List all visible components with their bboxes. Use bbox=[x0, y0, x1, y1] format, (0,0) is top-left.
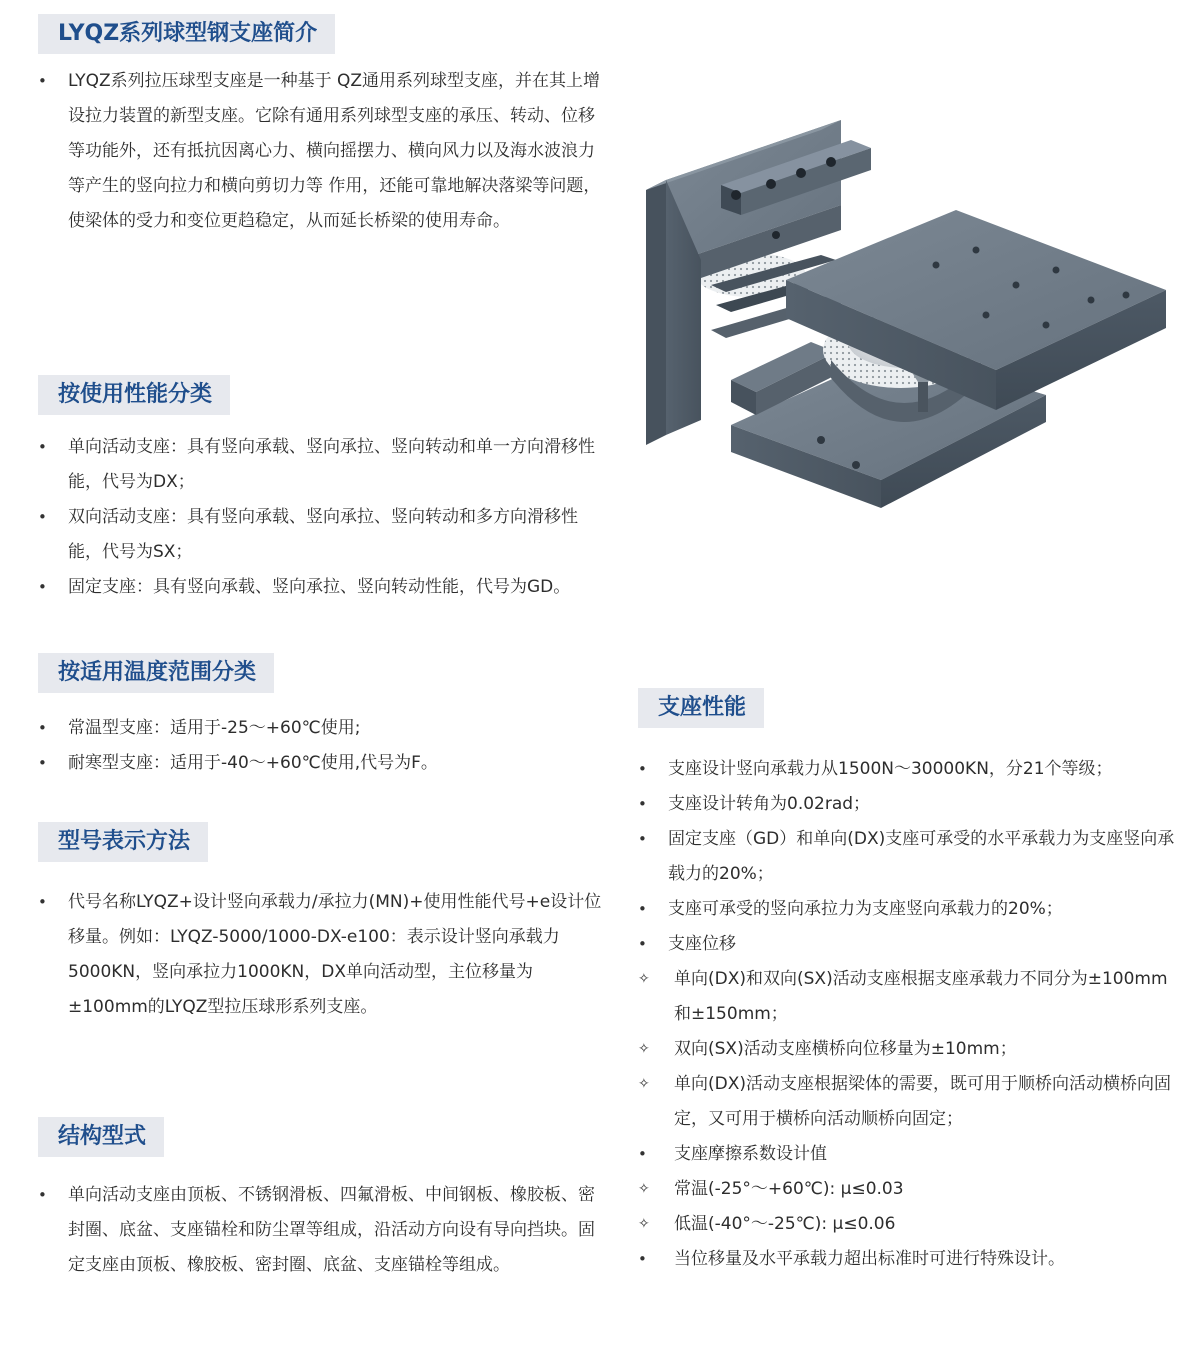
bearing-performance-list bbox=[638, 752, 1180, 1277]
performance-item-tension: • 支座可承受的竖向承拉力为支座竖向承载力的20%； bbox=[638, 892, 1180, 927]
performance-subitem-sx-transverse: ✧ 双向(SX)活动支座横桥向位移量为±10mm； bbox=[638, 1032, 1180, 1067]
temperature-class-list bbox=[38, 711, 604, 781]
bearing-performance-heading: 支座性能 bbox=[638, 688, 764, 728]
structure-item: • 单向活动支座由顶板、不锈钢滑板、四氟滑板、中间钢板、橡胶板、密封圈、底盆、支座锚栓和防尘罩等组成，沿活动方向设有导向挡块。固定支座由顶板、橡胶板、密封圈、底盆、支座锚栓等组成。 bbox=[38, 1178, 604, 1283]
performance-class-item-sx: • 双向活动支座：具有竖向承载、竖向承拉、竖向转动和多方向滑移性能，代号为SX； bbox=[38, 500, 604, 570]
performance-item-capacity: • 支座设计竖向承载力从1500N～30000KN，分21个等级； bbox=[638, 752, 1180, 787]
performance-class-list bbox=[38, 430, 604, 605]
temperature-class-item-normal: • 常温型支座：适用于-25～+60℃使用; bbox=[38, 711, 604, 746]
structure-list bbox=[38, 1178, 604, 1283]
performance-item-displacement: • 支座位移 bbox=[638, 927, 1180, 962]
model-notation-heading: 型号表示方法 bbox=[38, 822, 208, 862]
performance-item-friction: • 支座摩擦系数设计值 bbox=[638, 1137, 1180, 1172]
intro-heading: LYQZ系列球型钢支座简介 bbox=[38, 14, 335, 54]
performance-item-horizontal: • 固定支座（GD）和单向(DX)支座可承受的水平承载力为支座竖向承载力的20%； bbox=[638, 822, 1180, 892]
performance-subitem-friction-normal: ✧ 常温(-25°～+60℃): μ≤0.03 bbox=[638, 1172, 1180, 1207]
temperature-class-item-cold: • 耐寒型支座：适用于-40～+60℃使用,代号为F。 bbox=[38, 746, 604, 781]
performance-subitem-dx-sx: ✧ 单向(DX)和双向(SX)活动支座根据支座承载力不同分为±100mm和±150mm； bbox=[638, 962, 1180, 1032]
performance-subitem-friction-low: ✧ 低温(-40°～-25℃): μ≤0.06 bbox=[638, 1207, 1180, 1242]
performance-subitem-dx-direction: ✧ 单向(DX)活动支座根据梁体的需要，既可用于顺桥向活动横桥向固定，又可用于横桥向活动顺桥向固定； bbox=[638, 1067, 1180, 1137]
performance-class-item-dx: • 单向活动支座：具有竖向承载、竖向承拉、竖向转动和单一方向滑移性能，代号为DX； bbox=[38, 430, 604, 500]
intro-list bbox=[38, 64, 604, 239]
performance-class-item-gd: • 固定支座：具有竖向承载、竖向承拉、竖向转动性能，代号为GD。 bbox=[38, 570, 604, 605]
structure-heading: 结构型式 bbox=[38, 1117, 164, 1157]
performance-item-special-design: • 当位移量及水平承载力超出标准时可进行特殊设计。 bbox=[638, 1242, 1180, 1277]
performance-class-heading: 按使用性能分类 bbox=[38, 375, 230, 415]
temperature-class-heading: 按适用温度范围分类 bbox=[38, 653, 274, 693]
bearing-illustration-icon bbox=[636, 80, 1176, 540]
intro-item: • LYQZ系列拉压球型支座是一种基于 QZ通用系列球型支座，并在其上增设拉力装置的新型支座。它除有通用系列球型支座的承压、转动、位移等功能外，还有抵抗因离心力、横向摇摆力、横向风力以及海水波浪力等产生的竖向拉力和横向剪切力等 作用，还能可靠地解决落梁等问题，使梁体的受力和变位更趋稳定，从而延长桥梁的使用寿命。 bbox=[38, 64, 604, 239]
performance-item-rotation: • 支座设计转角为0.02rad； bbox=[638, 787, 1180, 822]
model-notation-list bbox=[38, 885, 604, 1025]
model-notation-item: • 代号名称LYQZ+设计竖向承载力/承拉力(MN)+使用性能代号+e设计位移量。例如：LYQZ-5000/1000-DX-e100：表示设计竖向承载力5000KN，竖向承拉力1000KN，DX单向活动型，主位移量为±100mm的LYQZ型拉压球形系列支座。 bbox=[38, 885, 604, 1025]
